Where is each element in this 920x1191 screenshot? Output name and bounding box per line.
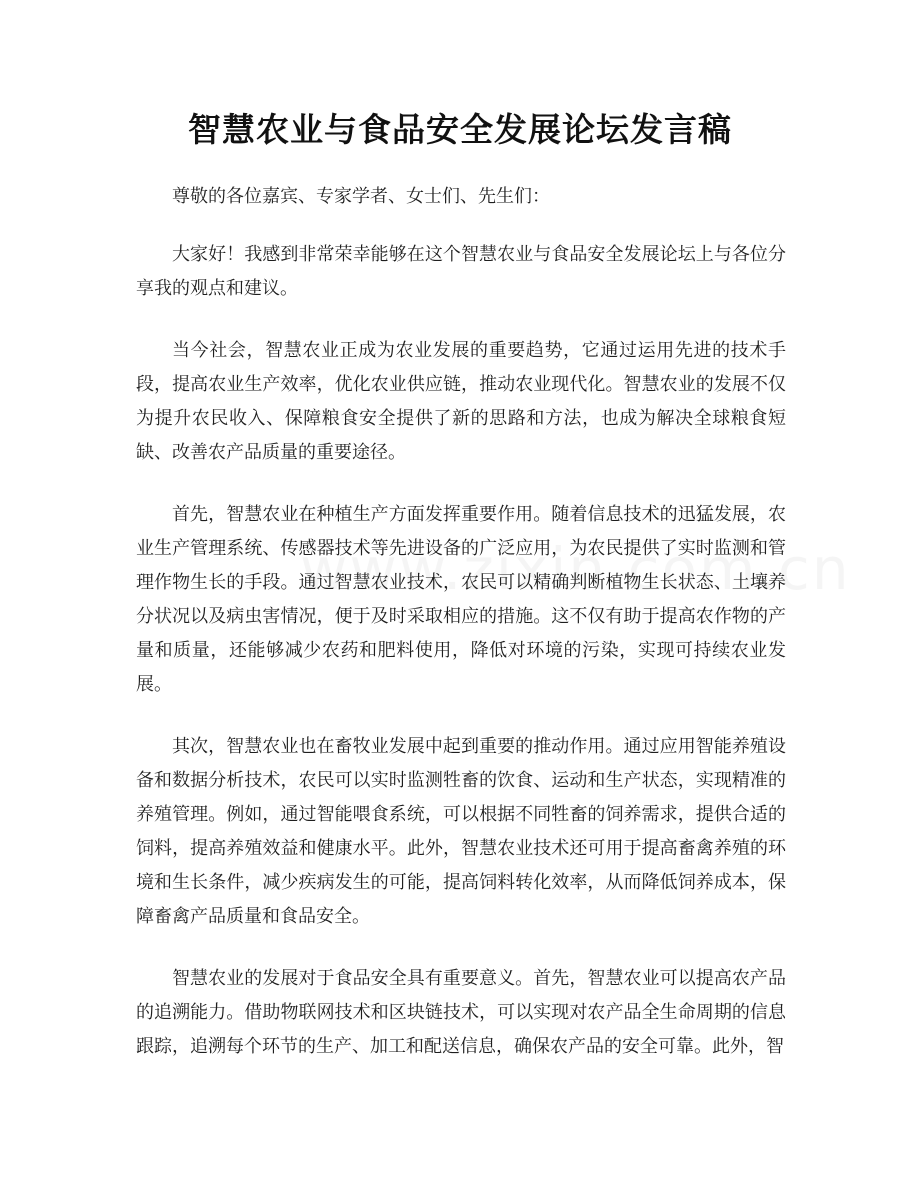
paragraph-background: 当今社会，智慧农业正成为农业发展的重要趋势，它通过运用先进的技术手段，提高农业生产效率，优化农业供应链，推动农业现代化。智慧农业的发展不仅为提升农民收入、保障粮食安全提供了新的思路和方法，也成为解决全球粮食短缺、改善农产品质量的重要途径。: [136, 340, 786, 463]
paragraph-planting: 首先，智慧农业在种植生产方面发挥重要作用。随着信息技术的迅猛发展，农业生产管理系统、传感器技术等先进设备的广泛应用，为农民提供了实时监测和管理作物生长的手段。通过智慧农业技术，农民可以精确判断植物生长状态、土壤养分状况以及病虫害情况，便于及时采取相应的措施。这不仅有助于提高农作物的产量和质量，还能够减少农药和肥料使用，降低对环境的污染，实现可持续农业发展。: [136, 504, 786, 695]
paragraph-greeting: 尊敬的各位嘉宾、专家学者、女士们、先生们：: [172, 186, 550, 207]
paragraph-livestock: 其次，智慧农业也在畜牧业发展中起到重要的推动作用。通过应用智能养殖设备和数据分析技术，农民可以实时监测牲畜的饮食、运动和生产状态，实现精准的养殖管理。例如，通过智能喂食系统，可以根据不同牲畜的饲养需求，提供合适的饲料，提高养殖效益和健康水平。此外，智慧农业技术还可用于提高畜禽养殖的环境和生长条件，减少疾病发生的可能，提高饲料转化效率，从而降低饲养成本，保障畜禽产品质量和食品安全。: [136, 736, 786, 927]
paragraph-food-safety: 智慧农业的发展对于食品安全具有重要意义。首先，智慧农业可以提高农产品的追溯能力。借助物联网技术和区块链技术，可以实现对农产品全生命周期的信息跟踪，追溯每个环节的生产、加工和配送信息，确保农产品的安全可靠。此外，智: [136, 968, 786, 1057]
paragraph-opening: 大家好！我感到非常荣幸能够在这个智慧农业与食品安全发展论坛上与各位分享我的观点和建议。: [136, 244, 786, 299]
document-body: [136, 180, 786, 1092]
document-title: 智慧农业与食品安全发展论坛发言稿: [188, 110, 732, 149]
